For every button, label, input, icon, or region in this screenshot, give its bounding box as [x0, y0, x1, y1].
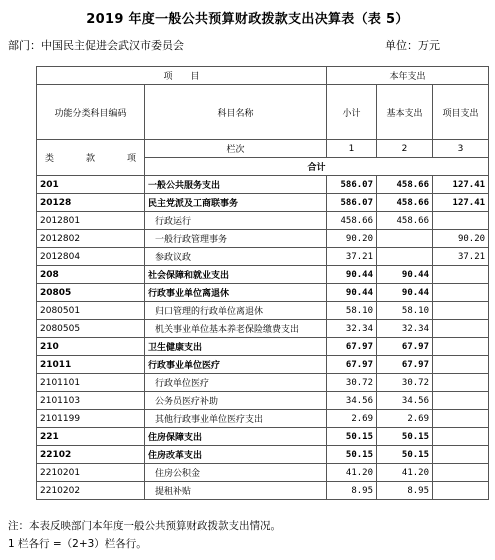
row-code: 2101101	[37, 374, 145, 392]
row-subject-name: 民主党派及工商联事务	[145, 194, 327, 212]
row-subject-name: 社会保障和就业支出	[145, 266, 327, 284]
table-row	[37, 194, 489, 212]
row-subtotal: 32.34	[327, 320, 377, 338]
row-subtotal: 67.97	[327, 338, 377, 356]
header-col2: 2	[377, 140, 433, 158]
row-project	[433, 428, 489, 446]
header-basic: 基本支出	[377, 85, 433, 140]
department-label: 部门：中国民主促进会武汉市委员会	[8, 39, 184, 52]
row-project	[433, 266, 489, 284]
header-subject-name: 科目名称	[145, 85, 327, 140]
row-subtotal: 34.56	[327, 392, 377, 410]
table-row	[37, 356, 489, 374]
row-code: 210	[37, 338, 145, 356]
row-subject-name: 行政事业单位医疗	[145, 356, 327, 374]
header-kuan: 款	[85, 154, 95, 164]
row-code: 21011	[37, 356, 145, 374]
row-basic	[377, 230, 433, 248]
row-project: 127.41	[433, 194, 489, 212]
row-code: 2101199	[37, 410, 145, 428]
row-subtotal: 586.07	[327, 176, 377, 194]
row-basic: 30.72	[377, 374, 433, 392]
row-subtotal: 41.20	[327, 464, 377, 482]
row-subject-name: 提租补贴	[145, 482, 327, 500]
header-row-column-order	[37, 140, 489, 158]
table-row	[37, 320, 489, 338]
row-project	[433, 410, 489, 428]
row-project	[433, 212, 489, 230]
row-subject-name: 公务员医疗补助	[145, 392, 327, 410]
row-code: 201	[37, 176, 145, 194]
header-total: 合计	[145, 158, 489, 176]
header-subtotal: 小计	[327, 85, 377, 140]
note-line-1: 注：本表反映部门本年度一般公共预算财政拨款支出情况。	[8, 520, 281, 532]
header-func-code: 功能分类科目编码	[37, 85, 145, 140]
header-row-names	[37, 85, 489, 140]
row-code: 2012804	[37, 248, 145, 266]
row-subject-name: 一般行政管理事务	[145, 230, 327, 248]
row-basic: 458.66	[377, 194, 433, 212]
row-code: 20128	[37, 194, 145, 212]
row-code: 208	[37, 266, 145, 284]
row-basic: 8.95	[377, 482, 433, 500]
header-project: 项 目	[37, 67, 327, 85]
unit-label: 单位：万元	[385, 39, 440, 52]
row-subtotal: 58.10	[327, 302, 377, 320]
header-col3: 3	[433, 140, 489, 158]
header-xiang: 项	[126, 154, 136, 164]
table-row	[37, 374, 489, 392]
row-project	[433, 482, 489, 500]
header-lei: 类	[45, 154, 55, 164]
report-title: 2019 年度一般公共预算财政拨款支出决算表（表 5）	[86, 12, 409, 27]
row-subject-name: 其他行政事业单位医疗支出	[145, 410, 327, 428]
row-subtotal: 30.72	[327, 374, 377, 392]
row-basic: 67.97	[377, 356, 433, 374]
row-subtotal: 90.44	[327, 266, 377, 284]
row-basic: 458.66	[377, 212, 433, 230]
row-project	[433, 374, 489, 392]
row-subject-name: 参政议政	[145, 248, 327, 266]
row-subject-name: 归口管理的行政单位离退休	[145, 302, 327, 320]
row-code: 2012802	[37, 230, 145, 248]
row-basic: 41.20	[377, 464, 433, 482]
row-basic: 67.97	[377, 338, 433, 356]
row-code: 20805	[37, 284, 145, 302]
row-code: 2012801	[37, 212, 145, 230]
row-subtotal: 586.07	[327, 194, 377, 212]
row-subject-name: 住房公积金	[145, 464, 327, 482]
row-subtotal: 50.15	[327, 446, 377, 464]
row-project	[433, 320, 489, 338]
header-lei-kuan-xiang	[37, 140, 145, 176]
row-project: 127.41	[433, 176, 489, 194]
row-subtotal: 90.44	[327, 284, 377, 302]
row-subject-name: 行政事业单位离退休	[145, 284, 327, 302]
row-subtotal: 67.97	[327, 356, 377, 374]
table-row	[37, 248, 489, 266]
row-project	[433, 284, 489, 302]
header-column-order: 栏次	[145, 140, 327, 158]
row-code: 2080501	[37, 302, 145, 320]
row-subtotal: 50.15	[327, 428, 377, 446]
row-basic: 90.44	[377, 284, 433, 302]
expenditure-table	[36, 66, 489, 500]
row-basic: 58.10	[377, 302, 433, 320]
row-subject-name: 住房保障支出	[145, 428, 327, 446]
table-row	[37, 266, 489, 284]
row-code: 2210201	[37, 464, 145, 482]
row-code: 2080505	[37, 320, 145, 338]
table-row	[37, 428, 489, 446]
row-basic: 50.15	[377, 446, 433, 464]
table-row	[37, 302, 489, 320]
table-row	[37, 338, 489, 356]
table-row	[37, 464, 489, 482]
table-row	[37, 392, 489, 410]
row-subject-name: 机关事业单位基本养老保险缴费支出	[145, 320, 327, 338]
row-basic: 32.34	[377, 320, 433, 338]
table-row	[37, 410, 489, 428]
header-col1: 1	[327, 140, 377, 158]
row-project: 90.20	[433, 230, 489, 248]
row-code: 2101103	[37, 392, 145, 410]
row-basic: 50.15	[377, 428, 433, 446]
row-project: 37.21	[433, 248, 489, 266]
row-subtotal: 458.66	[327, 212, 377, 230]
row-subtotal: 90.20	[327, 230, 377, 248]
table-row	[37, 176, 489, 194]
row-basic: 34.56	[377, 392, 433, 410]
row-subject-name: 行政单位医疗	[145, 374, 327, 392]
row-subtotal: 8.95	[327, 482, 377, 500]
table-row	[37, 230, 489, 248]
note-line-2: 1 栏各行 =（2+3）栏各行。	[8, 538, 147, 550]
table-row	[37, 212, 489, 230]
table-row	[37, 482, 489, 500]
row-code: 2210202	[37, 482, 145, 500]
row-basic: 2.69	[377, 410, 433, 428]
row-project	[433, 464, 489, 482]
table-row	[37, 446, 489, 464]
row-subtotal: 2.69	[327, 410, 377, 428]
row-project	[433, 446, 489, 464]
row-basic: 90.44	[377, 266, 433, 284]
row-subject-name: 卫生健康支出	[145, 338, 327, 356]
header-row-project	[37, 67, 489, 85]
row-project	[433, 356, 489, 374]
header-project-exp: 项目支出	[433, 85, 489, 140]
row-basic	[377, 248, 433, 266]
row-project	[433, 302, 489, 320]
row-subtotal: 37.21	[327, 248, 377, 266]
row-code: 221	[37, 428, 145, 446]
row-code: 22102	[37, 446, 145, 464]
row-subject-name: 住房改革支出	[145, 446, 327, 464]
header-current-year: 本年支出	[327, 67, 489, 85]
row-basic: 458.66	[377, 176, 433, 194]
row-subject-name: 一般公共服务支出	[145, 176, 327, 194]
row-project	[433, 392, 489, 410]
table-row	[37, 284, 489, 302]
row-subject-name: 行政运行	[145, 212, 327, 230]
row-project	[433, 338, 489, 356]
